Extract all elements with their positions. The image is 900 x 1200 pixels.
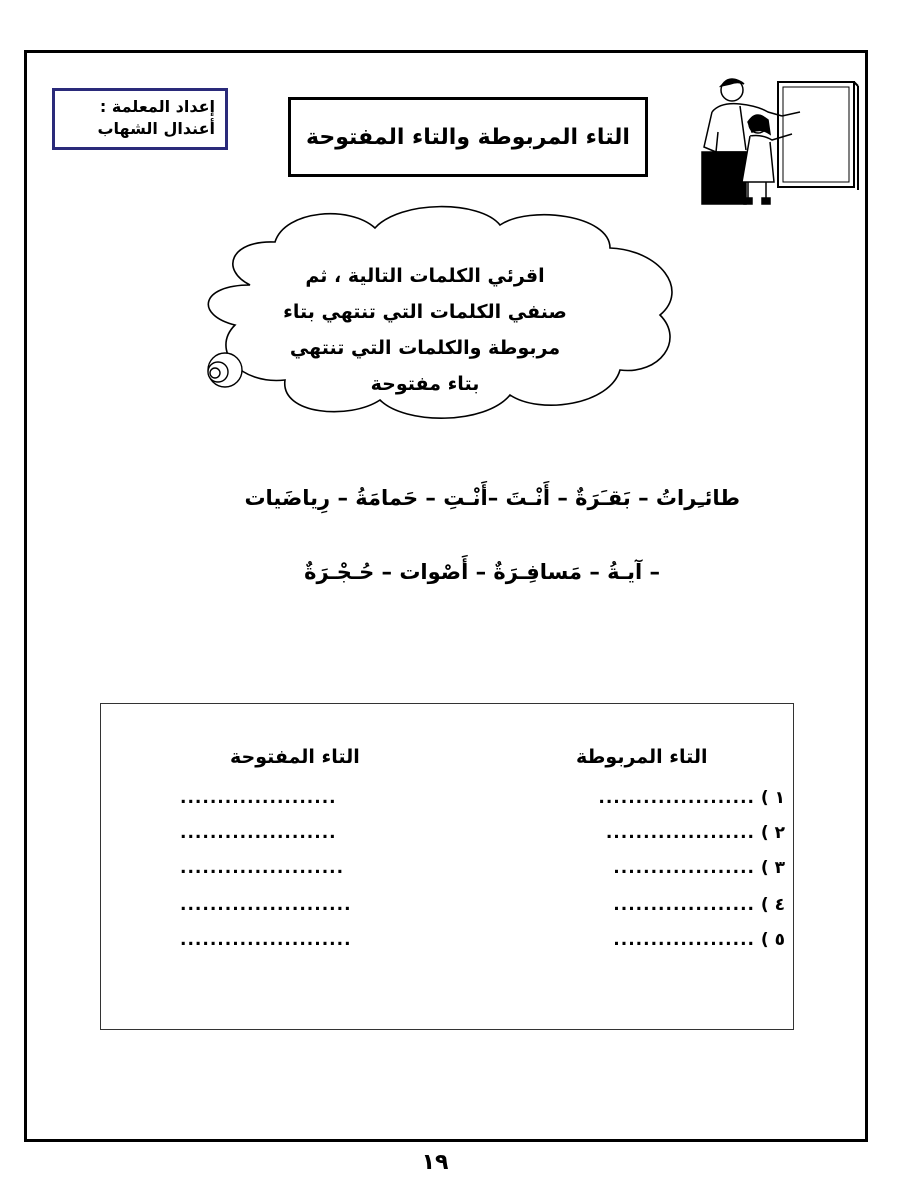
author-name: أعندال الشهاب <box>97 119 215 138</box>
title-box <box>288 97 648 177</box>
row-number: ٥ ) <box>760 930 785 950</box>
answer-row <box>170 895 785 925</box>
row-number: ١ ) <box>760 788 785 808</box>
author-box <box>52 88 228 150</box>
closed-answer-blank[interactable]: ................... <box>613 895 755 915</box>
author-label: إعداد المعلمة : <box>99 97 215 116</box>
page-number: ١٩ <box>421 1150 449 1175</box>
closed-answer-blank[interactable]: ................... <box>613 930 755 950</box>
open-answer-blank[interactable]: ...................... <box>180 858 345 878</box>
open-ta-header: التاء المفتوحة <box>230 746 360 768</box>
word-list-line-2: – آيـةُ – مَسافِـرَةٌ – أَصْوات – حُـجْـرَةٌ <box>304 560 660 584</box>
instruction-line: مربوطة والكلمات التي تنتهي <box>289 337 561 359</box>
instruction-text <box>270 258 580 402</box>
row-number: ٢ ) <box>760 823 785 843</box>
instruction-line: صنفي الكلمات التي تنتهي بتاء <box>283 301 567 323</box>
row-number: ٤ ) <box>760 895 785 915</box>
open-answer-blank[interactable]: ....................... <box>180 930 352 950</box>
closed-answer-blank[interactable]: .................... <box>605 823 755 843</box>
answer-row <box>170 858 785 888</box>
closed-answer-blank[interactable]: ................... <box>613 858 755 878</box>
instruction-line: بتاء مفتوحة <box>370 373 480 395</box>
closed-answer-blank[interactable]: ..................... <box>598 788 755 808</box>
answer-row <box>170 930 785 960</box>
closed-ta-header: التاء المربوطة <box>576 746 708 768</box>
open-answer-blank[interactable]: ..................... <box>180 788 337 808</box>
page-title: التاء المربوطة والتاء المفتوحة <box>306 124 630 150</box>
open-answer-blank[interactable]: ....................... <box>180 895 352 915</box>
answer-row <box>170 788 785 818</box>
instruction-line: اقرئي الكلمات التالية ، ثم <box>305 265 545 287</box>
answer-row <box>170 823 785 853</box>
teacher-student-illustration <box>690 72 860 207</box>
chalkboard-icon <box>778 82 858 190</box>
row-number: ٣ ) <box>760 858 785 878</box>
word-list-line-1: طائـِراتُ – بَقـَرَةٌ – أَنْـتَ –أَنْـتِ – حَمامَةُ – رِياضَيات <box>244 486 740 510</box>
open-answer-blank[interactable]: ..................... <box>180 823 337 843</box>
